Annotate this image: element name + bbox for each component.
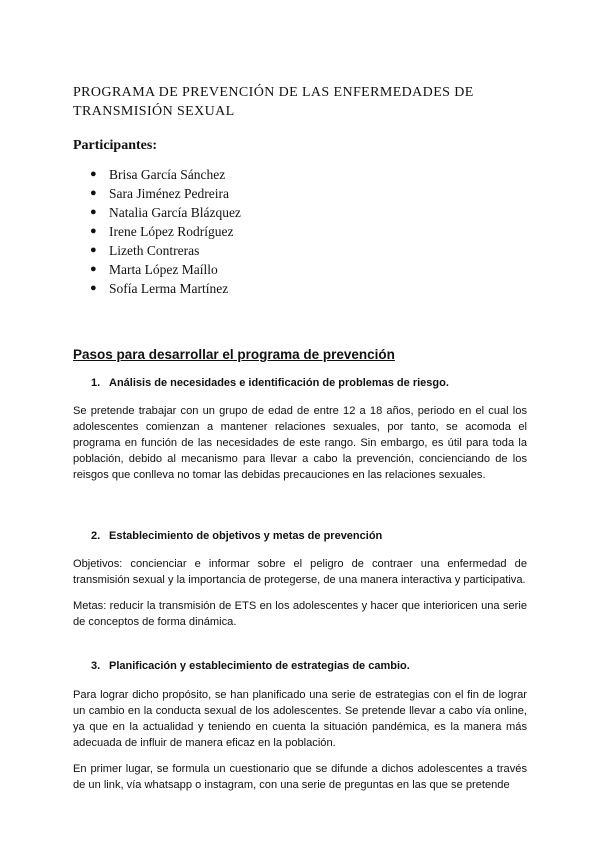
step-1-number: 1. xyxy=(91,377,101,389)
list-item xyxy=(90,241,527,260)
list-item xyxy=(90,260,527,279)
list-item xyxy=(90,222,527,241)
step-2-paragraph-goals: Metas: reducir la transmisión de ETS en los adolescentes y hacer que interioricen una serie de conceptos de forma dinámica. xyxy=(73,600,527,628)
participant-name: Brisa García Sánchez xyxy=(109,167,226,182)
step-1-paragraph: Se pretende trabajar con un grupo de edad de entre 12 a 18 años, periodo en el cual los adolescentes comienzan a mantener relaciones sexuales, por tanto, se acomoda el programa en función de las necesidades de este rango. Sin embargo, es útil para toda la población, debido al mecanismo para llevar a cabo la prevención, concienciando de los reisgos que conlleva no tomar las debidas precauciones en las relaciones sexuales. xyxy=(73,405,527,481)
bullet-icon: ● xyxy=(90,282,97,294)
list-item xyxy=(90,279,527,298)
document-title xyxy=(73,83,527,121)
participant-name: Marta López Maíllo xyxy=(109,262,218,277)
bullet-icon: ● xyxy=(90,187,97,199)
step-2-number: 2. xyxy=(91,530,101,542)
step-2-paragraph-objectives: Objetivos: concienciar e informar sobre el peligro de contraer una enfermedad de transmisión sexual y la importancia de protegerse, de una manera interactiva y participativa. xyxy=(73,558,527,586)
participants-list xyxy=(73,165,527,298)
bullet-icon: ● xyxy=(90,225,97,237)
participant-name: Sara Jiménez Pedreira xyxy=(109,186,229,201)
document-title-line-1: PROGRAMA DE PREVENCIÓN DE LAS ENFERMEDADES DE xyxy=(73,85,474,100)
step-3-title xyxy=(73,659,527,674)
participant-name: Irene López Rodríguez xyxy=(109,224,234,239)
list-item xyxy=(90,184,527,203)
step-3-paragraph-1: Para lograr dicho propósito, se han planificado una serie de estrategias con el fin de lograr un cambio en la conducta sexual de los adolescentes. Se pretende llevar a cabo vía online, ya que en la actualidad y teniendo en cuenta la situación pandémica, es la manera más adecuada de influir de manera eficaz en la población. xyxy=(73,689,527,749)
steps-heading: Pasos para desarrollar el programa de prevención xyxy=(73,347,395,362)
step-2-title xyxy=(73,529,527,544)
step-2-title-text: Establecimiento de objetivos y metas de prevención xyxy=(109,530,383,542)
bullet-icon: ● xyxy=(90,244,97,256)
list-item xyxy=(90,203,527,222)
document-title-line-2: TRANSMISIÓN SEXUAL xyxy=(73,104,235,119)
participants-heading: Participantes: xyxy=(73,138,157,153)
step-3-number: 3. xyxy=(91,660,101,672)
bullet-icon: ● xyxy=(90,168,97,180)
bullet-icon: ● xyxy=(90,206,97,218)
step-1-title xyxy=(73,376,527,391)
participant-name: Lizeth Contreras xyxy=(109,243,200,258)
participant-name: Sofía Lerma Martínez xyxy=(109,281,229,296)
participant-name: Natalia García Blázquez xyxy=(109,205,241,220)
step-3-paragraph-2: En primer lugar, se formula un cuestionario que se difunde a dichos adolescentes a través de un link, vía whatsapp o instagram, con una serie de preguntas en las que se pretende xyxy=(73,763,527,791)
list-item xyxy=(90,165,527,184)
step-3-title-text: Planificación y establecimiento de estrategias de cambio. xyxy=(109,660,410,672)
bullet-icon: ● xyxy=(90,263,97,275)
step-1-title-text: Análisis de necesidades e identificación de problemas de riesgo. xyxy=(109,377,449,389)
